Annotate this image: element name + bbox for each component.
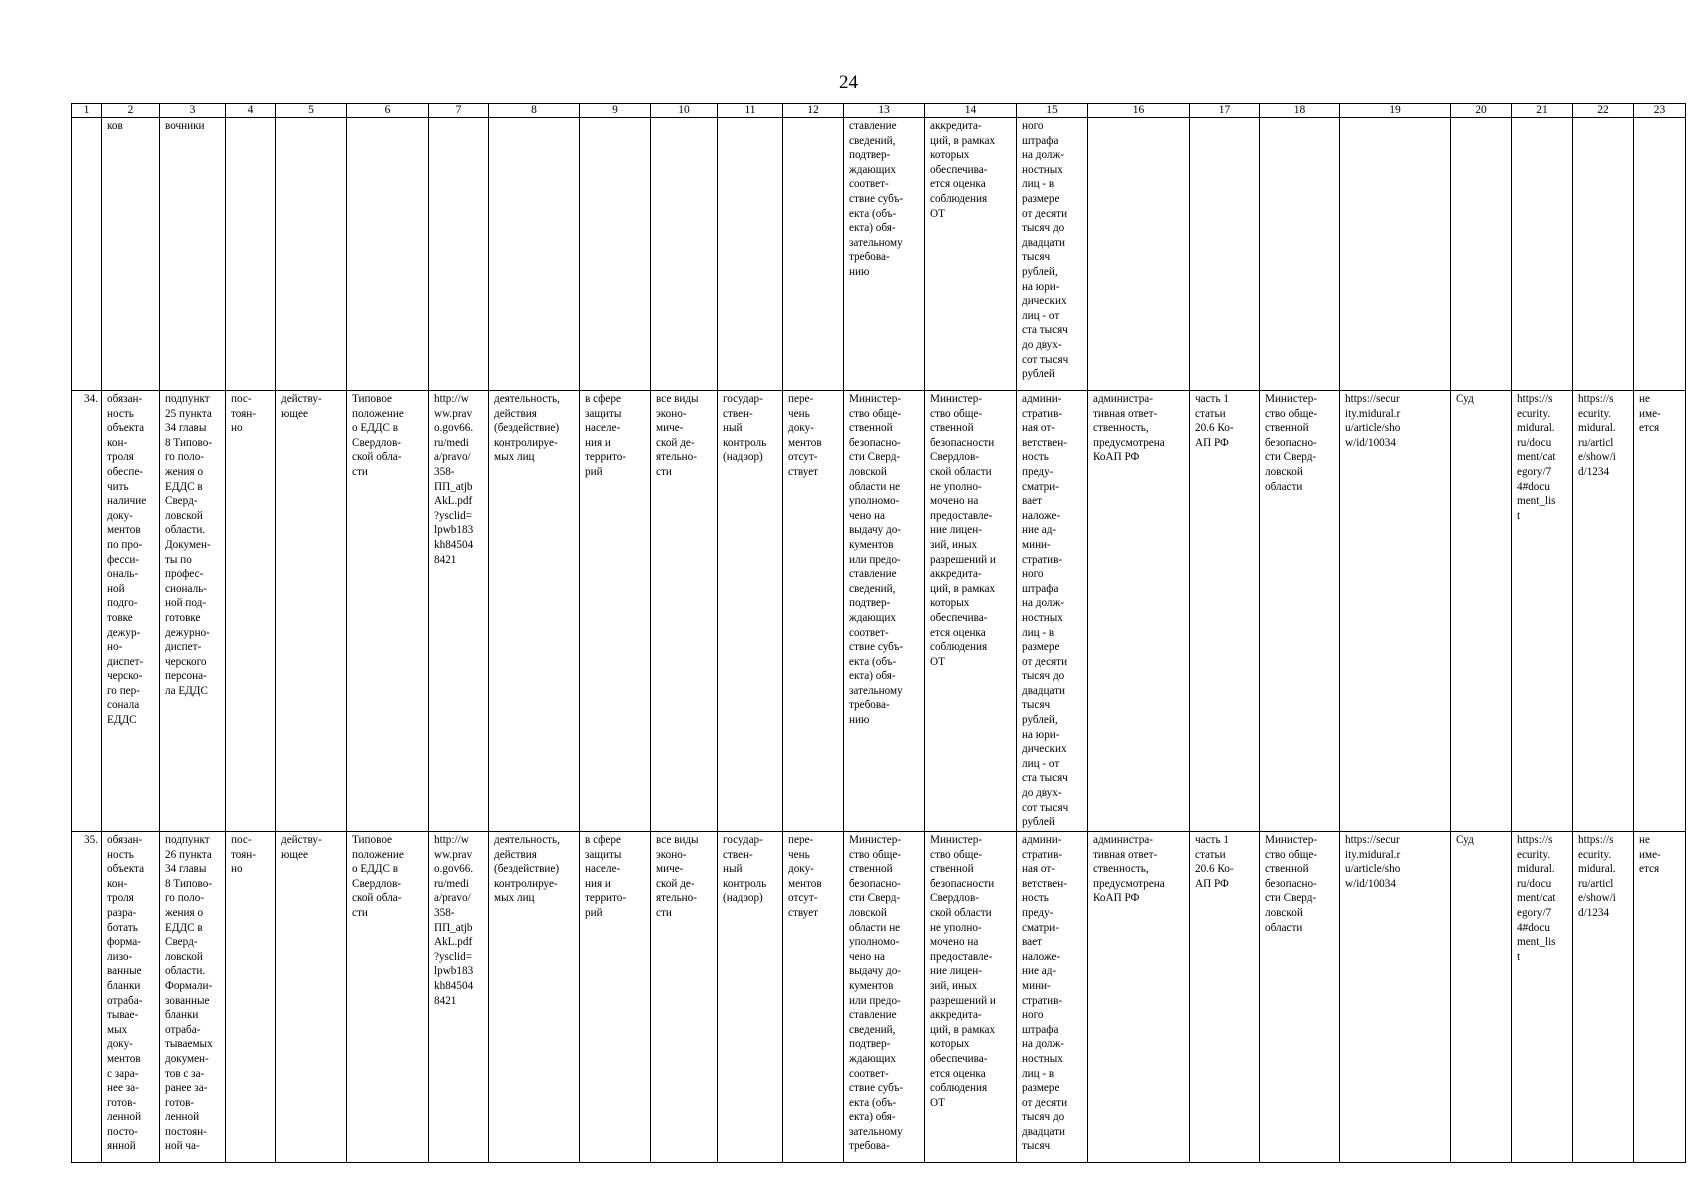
- table-cell: Министер- ство обще- ственной безопасности Свердлов- ской области не уполно- мочено на предоставле- ние лицен- зий, иных разрешений и аккредита- ций, в рамках которых обеспечива- ется оценка соблюдения ОТ: [925, 832, 1017, 1163]
- column-number: 2: [127, 104, 134, 116]
- table-cell: аккредита- ций, в рамках которых обеспечива- ется оценка соблюдения ОТ: [925, 118, 1017, 391]
- table-cell: [1451, 118, 1512, 391]
- table-cell: администра- тивная ответ- ственность, предусмотрена КоАП РФ: [1088, 391, 1190, 832]
- table-cell: не име- ется: [1634, 391, 1686, 832]
- table-cell: ков: [102, 118, 160, 391]
- column-number-row: [72, 104, 1686, 118]
- column-number: 12: [807, 104, 819, 116]
- table-cell: ного штрафа на долж- ностных лиц - в размере от десяти тысяч до двадцати тысяч рублей, на юри- дических лиц - от ста тысяч до двух- сот тысяч рублей: [1017, 118, 1088, 391]
- column-number: 4: [247, 104, 254, 116]
- column-number: 17: [1218, 104, 1231, 116]
- table-cell: Типовое положение о ЕДДС в Свердлов- ской обла- сти: [347, 832, 429, 1163]
- table-cell: вочники: [160, 118, 226, 391]
- table-cell: обязан- ность объекта кон- троля обеспе- чить наличие доку- ментов по про- фесси- ональ- ной подго- товке дежур- но- диспет- черско- го пер- сонала ЕДДС: [102, 391, 160, 832]
- column-number-cell: [1340, 104, 1451, 118]
- table-cell: все виды эконо- миче- ской де- ятельно- сти: [651, 832, 718, 1163]
- column-number: 1: [83, 104, 90, 116]
- column-number-cell: [276, 104, 347, 118]
- table-cell: Министер- ство обще- ственной безопасности Свердлов- ской области не уполно- мочено на предоставле- ние лицен- зий, иных разрешений и аккредита- ций, в рамках которых обеспечива- ется оценка соблюдения ОТ: [925, 391, 1017, 832]
- table-cell: подпункт 25 пункта 34 главы 8 Типово- го поло- жения о ЕДДС в Сверд- ловской области. Докумен- ты по профес- сиональ- ной под- готовке дежурно- диспет- черского персона- ла ЕДДС: [160, 391, 226, 832]
- table-cell: [1340, 118, 1451, 391]
- table-cell: https://s ecurity. midural. ru/articl e/show/i d/1234: [1573, 832, 1634, 1163]
- column-number-cell: [580, 104, 651, 118]
- table-cell: https://s ecurity. midural. ru/docu ment/cat egory/7 4#docu ment_lis t: [1512, 832, 1573, 1163]
- column-number: 13: [878, 104, 890, 116]
- page-number: 24: [839, 72, 858, 93]
- row-number-cell: 35.: [72, 832, 102, 1163]
- table-cell: действу- ющее: [276, 391, 347, 832]
- table-cell: [1088, 118, 1190, 391]
- table-cell: админи- стратив- ная от- ветствен- ность преду- сматри- вает наложе- ние ад- мини- стратив- ного штрафа на долж- ностных лиц - в размере от десяти тысяч до двадцати тысяч рублей, на юри- дических лиц - от ста тысяч до двух- сот тысяч рублей: [1017, 391, 1088, 832]
- column-number-cell: [226, 104, 276, 118]
- table-cell: пере- чень доку- ментов отсут- ствует: [783, 832, 844, 1163]
- table-cell: [783, 118, 844, 391]
- table-cell: действу- ющее: [276, 832, 347, 1163]
- table-cell: [580, 118, 651, 391]
- table-cell: http://w ww.prav o.gov66. ru/medi a/pravo/ 358- ПП_atjb AkL.pdf ?ysclid= lpwb183 kh84504 8421: [429, 391, 489, 832]
- column-number: 18: [1293, 104, 1306, 116]
- table-cell: [429, 118, 489, 391]
- table-cell: [1190, 118, 1260, 391]
- column-number: 5: [308, 104, 314, 116]
- table-cell: https://secur ity.midural.r u/article/sho w/id/10034: [1340, 832, 1451, 1163]
- column-number-cell: [844, 104, 925, 118]
- table-cell: пос- тоян- но: [226, 832, 276, 1163]
- table-cell: https://s ecurity. midural. ru/docu ment/cat egory/7 4#docu ment_lis t: [1512, 391, 1573, 832]
- column-number: 16: [1132, 104, 1145, 116]
- table-cell: [718, 118, 783, 391]
- column-number-cell: [1260, 104, 1340, 118]
- column-number-cell: [925, 104, 1017, 118]
- column-number-cell: [1017, 104, 1088, 118]
- table-cell: https://s ecurity. midural. ru/articl e/show/i d/1234: [1573, 391, 1634, 832]
- table-row: [72, 391, 1686, 832]
- column-number: 14: [964, 104, 977, 116]
- table-cell: [651, 118, 718, 391]
- column-number: 10: [678, 104, 690, 116]
- column-number: 3: [189, 104, 196, 116]
- table-cell: [276, 118, 347, 391]
- table-cell: подпункт 26 пункта 34 главы 8 Типово- го поло- жения о ЕДДС в Сверд- ловской области. Формали- зованные бланки отраба- тываемых докумен- тов с за- ранее за- готов- ленной постоян- ной ча-: [160, 832, 226, 1163]
- table-cell: https://secur ity.midural.r u/article/sho w/id/10034: [1340, 391, 1451, 832]
- table-cell: в сфере защиты населе- ния и террито- рий: [580, 832, 651, 1163]
- column-number-cell: [489, 104, 580, 118]
- table-cell: Министер- ство обще- ственной безопасно- сти Сверд- ловской области не уполномо- чено на выдачу до- кументов или предо- ставление сведений, подтвер- ждающих соответ- ствие субъ- екта (объ- екта) обя- зательному требова- нию: [844, 391, 925, 832]
- column-number: 6: [384, 104, 391, 116]
- table-cell: Суд: [1451, 832, 1512, 1163]
- column-number-cell: [102, 104, 160, 118]
- table-cell: [1634, 118, 1686, 391]
- register-table: [71, 103, 1686, 1163]
- column-number-cell: [72, 104, 102, 118]
- table-cell: часть 1 статьи 20.6 Ко- АП РФ: [1190, 391, 1260, 832]
- column-number-cell: [347, 104, 429, 118]
- table-cell: [347, 118, 429, 391]
- table-cell: государ- ствен- ный контроль (надзор): [718, 391, 783, 832]
- column-number-cell: [1634, 104, 1686, 118]
- row-number-cell: 34.: [72, 391, 102, 832]
- column-number: 7: [455, 104, 462, 116]
- column-number: 9: [612, 104, 618, 116]
- column-number-cell: [1088, 104, 1190, 118]
- table-cell: [1512, 118, 1573, 391]
- column-number: 11: [744, 104, 756, 116]
- column-number-cell: [429, 104, 489, 118]
- table-cell: [1260, 118, 1340, 391]
- column-number: 8: [531, 104, 537, 116]
- column-number: 19: [1389, 104, 1401, 116]
- column-number-cell: [1190, 104, 1260, 118]
- column-number-cell: [718, 104, 783, 118]
- table-cell: Суд: [1451, 391, 1512, 832]
- table-cell: [489, 118, 580, 391]
- column-number: 21: [1536, 104, 1548, 116]
- column-number-cell: [160, 104, 226, 118]
- table-row: [72, 118, 1686, 391]
- table-cell: пос- тоян- но: [226, 391, 276, 832]
- column-number-cell: [783, 104, 844, 118]
- table-cell: Министер- ство обще- ственной безопасно- сти Сверд- ловской области не уполномо- чено на выдачу до- кументов или предо- ставление сведений, подтвер- ждающих соответ- ствие субъ- екта (объ- екта) обя- зательному требова-: [844, 832, 925, 1163]
- table-cell: в сфере защиты населе- ния и террито- рий: [580, 391, 651, 832]
- table-cell: обязан- ность объекта кон- троля разра- ботать форма- лизо- ванные бланки отраба- тывае- мых доку- ментов с зара- нее за- готов- ленной посто- янной: [102, 832, 160, 1163]
- table-cell: Типовое положение о ЕДДС в Свердлов- ской обла- сти: [347, 391, 429, 832]
- table-cell: администра- тивная ответ- ственность, предусмотрена КоАП РФ: [1088, 832, 1190, 1163]
- table-cell: не име- ется: [1634, 832, 1686, 1163]
- table-cell: [226, 118, 276, 391]
- table-cell: ставление сведений, подтвер- ждающих соответ- ствие субъ- екта (объ- екта) обя- зательному требова- нию: [844, 118, 925, 391]
- column-number: 22: [1597, 104, 1609, 116]
- table-cell: Министер- ство обще- ственной безопасно- сти Сверд- ловской области: [1260, 391, 1340, 832]
- row-number-cell: [72, 118, 102, 391]
- table-cell: админи- стратив- ная от- ветствен- ность преду- сматри- вает наложе- ние ад- мини- стратив- ного штрафа на долж- ностных лиц - в размере от десяти тысяч до двадцати тысяч: [1017, 832, 1088, 1163]
- table-cell: [1573, 118, 1634, 391]
- column-number-cell: [1451, 104, 1512, 118]
- table-cell: часть 1 статьи 20.6 Ко- АП РФ: [1190, 832, 1260, 1163]
- column-number-cell: [1573, 104, 1634, 118]
- table-cell: деятельность, действия (бездействие) контролируе- мых лиц: [489, 832, 580, 1163]
- table-cell: государ- ствен- ный контроль (надзор): [718, 832, 783, 1163]
- table-cell: все виды эконо- миче- ской де- ятельно- сти: [651, 391, 718, 832]
- table-cell: деятельность, действия (бездействие) контролируе- мых лиц: [489, 391, 580, 832]
- table-row: [72, 832, 1686, 1163]
- column-number: 23: [1653, 104, 1666, 116]
- column-number-cell: [1512, 104, 1573, 118]
- column-number: 20: [1475, 104, 1487, 116]
- table-cell: http://w ww.prav o.gov66. ru/medi a/pravo/ 358- ПП_atjb AkL.pdf ?ysclid= lpwb183 kh84504 8421: [429, 832, 489, 1163]
- table-cell: Министер- ство обще- ственной безопасно- сти Сверд- ловской области: [1260, 832, 1340, 1163]
- column-number: 15: [1046, 104, 1058, 116]
- column-number-cell: [651, 104, 718, 118]
- table-cell: пере- чень доку- ментов отсут- ствует: [783, 391, 844, 832]
